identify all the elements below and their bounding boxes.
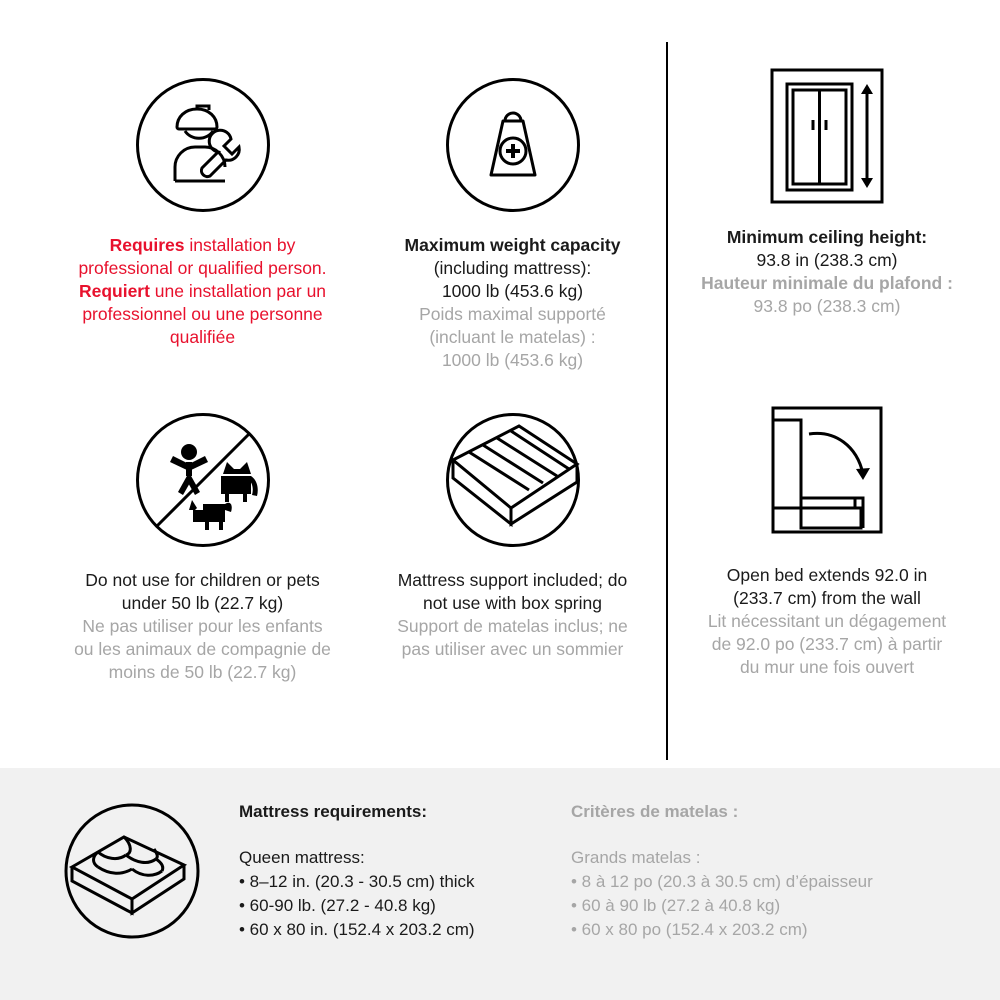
- caption-fr-line3: qualifiée: [169, 327, 236, 347]
- caption-fr-keyword: Requiert: [78, 281, 150, 301]
- caption-en-line1: Minimum ceiling height:: [726, 227, 928, 247]
- band-title-fr: Critères de matelas :: [571, 802, 739, 821]
- cell-ceiling-height: [672, 62, 982, 318]
- cell-open-bed-clearance: [672, 400, 982, 679]
- caption-installation: [40, 234, 365, 349]
- caption-en-line1: Maximum weight capacity: [404, 235, 621, 255]
- band-subtitle-fr: Grands matelas :: [571, 848, 701, 867]
- no-children-or-pets-icon: [40, 405, 365, 555]
- open-bed-clearance-icon: [672, 400, 982, 550]
- caption-fr-line3: 1000 lb (453.6 kg): [441, 350, 584, 370]
- caption-en-line2: (including mattress):: [433, 258, 592, 278]
- caption-en-line2: not use with box spring: [423, 593, 602, 613]
- caption-en-line2: 93.8 in (238.3 cm): [756, 250, 898, 270]
- mattress-requirements-fr: [571, 800, 901, 942]
- caption-fr-line3: du mur une fois ouvert: [739, 657, 915, 677]
- cell-installation: [40, 70, 365, 349]
- mattress-requirements-en: [239, 800, 549, 942]
- band-bullet-en-3: • 60 x 80 in. (152.4 x 203.2 cm): [239, 920, 475, 939]
- cell-max-weight: [355, 70, 670, 372]
- caption-fr-line2: de 92.0 po (233.7 cm) à partir: [711, 634, 943, 654]
- caption-max-weight: [355, 234, 670, 372]
- caption-open-bed: [672, 564, 982, 679]
- cell-no-children-pets: [40, 405, 365, 684]
- caption-en-line1: Mattress support included; do: [397, 570, 628, 590]
- caption-fr-line1: Lit nécessitant un dégagement: [707, 611, 947, 631]
- ceiling-height-icon: [672, 62, 982, 212]
- caption-fr-line1: Ne pas utiliser pour les enfants: [82, 616, 323, 636]
- weight-plus-icon: [355, 70, 670, 220]
- caption-fr-line1: Support de matelas inclus; ne: [397, 616, 628, 636]
- caption-fr-line1: Poids maximal supporté: [419, 304, 606, 324]
- caption-en-keyword: Requires: [109, 235, 185, 255]
- caption-mattress-support: [355, 569, 670, 661]
- band-bullet-fr-2: • 60 à 90 lb (27.2 à 40.8 kg): [571, 896, 781, 915]
- installer-worker-icon: [40, 70, 365, 220]
- caption-en-line2: (233.7 cm) from the wall: [733, 588, 921, 608]
- mattress-icon: [62, 801, 202, 946]
- caption-fr-line3: moins de 50 lb (22.7 kg): [108, 662, 297, 682]
- band-subtitle-en: Queen mattress:: [239, 848, 365, 867]
- mattress-requirements-band: [0, 768, 1000, 1000]
- band-title-en: Mattress requirements:: [239, 802, 428, 821]
- caption-en-line1: installation by: [184, 235, 296, 255]
- caption-en-line1: Do not use for children or pets: [85, 570, 320, 590]
- caption-en-line3: 1000 lb (453.6 kg): [441, 281, 584, 301]
- band-bullet-en-1: • 8–12 in. (20.3 - 30.5 cm) thick: [239, 872, 475, 891]
- caption-fr-line2: 93.8 po (238.3 cm): [753, 296, 901, 316]
- caption-en-line2: professional or qualified person.: [78, 258, 327, 278]
- caption-fr-line2: professionnel ou une personne: [82, 304, 323, 324]
- caption-en-line1: Open bed extends 92.0 in: [726, 565, 928, 585]
- band-bullet-fr-1: • 8 à 12 po (20.3 à 30.5 cm) d’épaisseur: [571, 872, 873, 891]
- band-bullet-fr-3: • 60 x 80 po (152.4 x 203.2 cm): [571, 920, 808, 939]
- caption-fr-line1: une installation par un: [149, 281, 327, 301]
- slat-mattress-support-icon: [355, 405, 670, 555]
- caption-ceiling-height: [672, 226, 982, 318]
- caption-fr-line2: ou les animaux de compagnie de: [74, 639, 331, 659]
- caption-en-line2: under 50 lb (22.7 kg): [121, 593, 284, 613]
- caption-no-children-pets: [40, 569, 365, 684]
- caption-fr-line1: Hauteur minimale du plafond :: [701, 273, 953, 293]
- caption-fr-line2: (incluant le matelas) :: [429, 327, 596, 347]
- band-bullet-en-2: • 60-90 lb. (27.2 - 40.8 kg): [239, 896, 436, 915]
- cell-mattress-support: [355, 405, 670, 661]
- caption-fr-line2: pas utiliser avec un sommier: [401, 639, 624, 659]
